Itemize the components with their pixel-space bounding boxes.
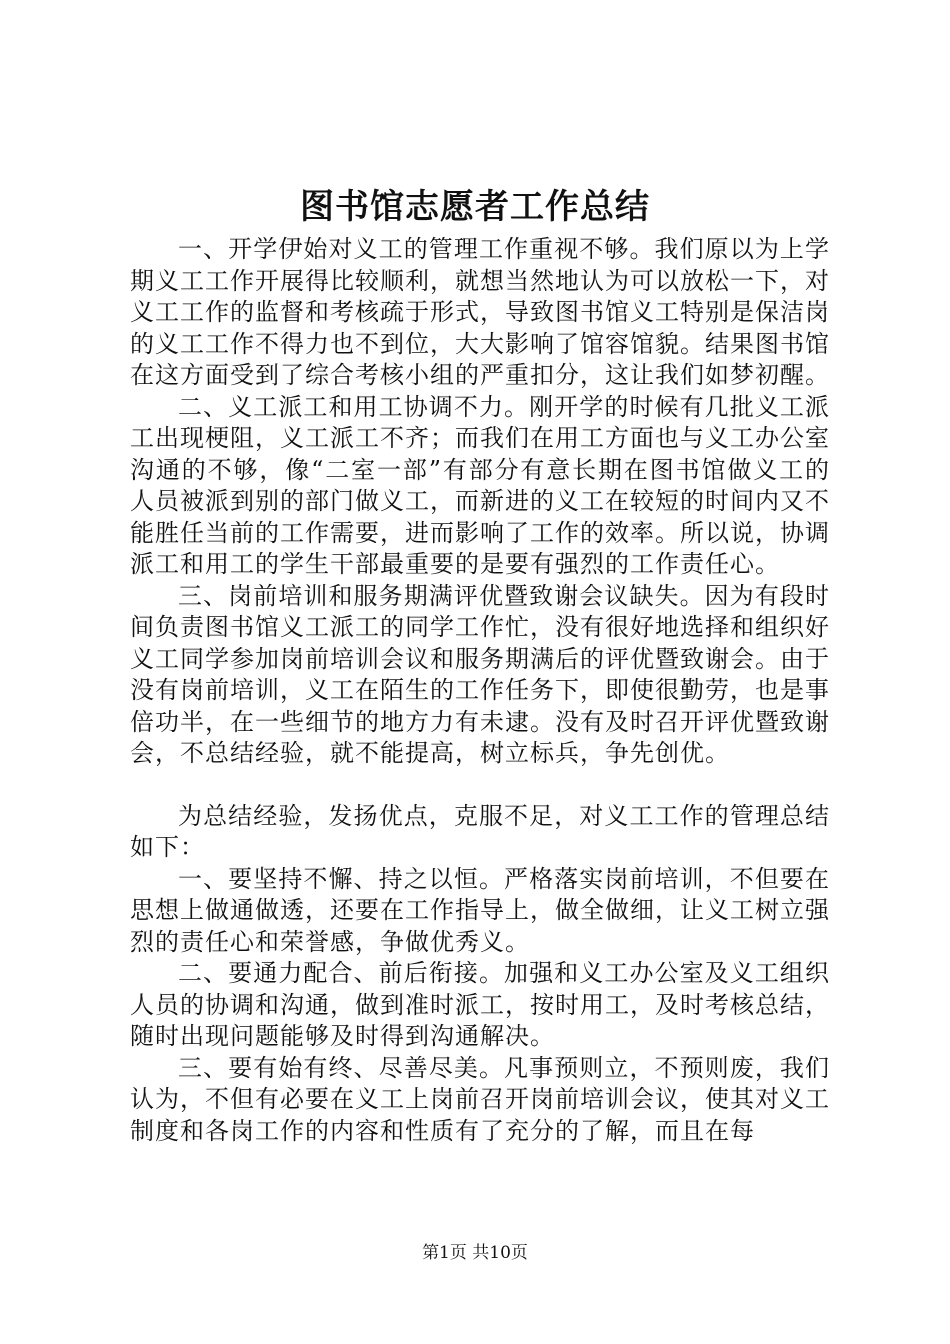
paragraph-problem-1: 一、开学伊始对义工的管理工作重视不够。我们原以为上学期义工工作开展得比较顺利，就想当然地认为可以放松一下，对义工工作的监督和考核疏于形式，导致图书馆义工特别是保洁岗的义工工作不得力也不到位，大大影响了馆容馆貌。结果图书馆在这方面受到了综合考核小组的严重扣分，这让我们如梦初醒。 bbox=[130, 235, 830, 389]
paragraph-spacer bbox=[130, 770, 830, 801]
paragraph-summary-intro: 为总结经验，发扬优点，克服不足，对义工工作的管理总结如下： bbox=[130, 801, 830, 861]
paragraph-problem-2: 二、义工派工和用工协调不力。刚开学的时候有几批义工派工出现梗阻，义工派工不齐；而我们在用工方面也与义工办公室沟通的不够，像“二室一部”有部分有意长期在图书馆做义工的人员被派到别的部门做义工，而新进的义工在较短的时间内又不能胜任当前的工作需要，进而影响了工作的效率。所以说，协调派工和用工的学生干部最重要的是要有强烈的工作责任心。 bbox=[130, 392, 830, 578]
page-number-footer: 第1页 共10页 bbox=[422, 1243, 528, 1263]
document-title: 图书馆志愿者工作总结 bbox=[300, 187, 650, 227]
paragraph-problem-3: 三、岗前培训和服务期满评优暨致谢会议缺失。因为有段时间负责图书馆义工派工的同学工作忙，没有很好地选择和组织好义工同学参加岗前培训会议和服务期满后的评优暨致谢会。由于没有岗前培训，义工在陌生的工作任务下，即使很勤劳，也是事倍功半，在一些细节的地方力有未逮。没有及时召开评优暨致谢会，不总结经验，就不能提高，树立标兵，争先创优。 bbox=[130, 581, 830, 767]
paragraph-measure-2: 二、要通力配合、前后衔接。加强和义工办公室及义工组织人员的协调和沟通，做到准时派工，按时用工，及时考核总结，随时出现问题能够及时得到沟通解决。 bbox=[130, 959, 830, 1050]
paragraph-measure-3: 三、要有始有终、尽善尽美。凡事预则立，不预则废，我们认为，不但有必要在义工上岗前召开岗前培训会议，使其对义工制度和各岗工作的内容和性质有了充分的了解，而且在每 bbox=[130, 1053, 830, 1145]
paragraph-measure-1: 一、要坚持不懈、持之以恒。严格落实岗前培训，不但要在思想上做通做透，还要在工作指导上，做全做细，让义工树立强烈的责任心和荣誉感，争做优秀义。 bbox=[130, 864, 830, 956]
document-body bbox=[130, 234, 830, 1147]
